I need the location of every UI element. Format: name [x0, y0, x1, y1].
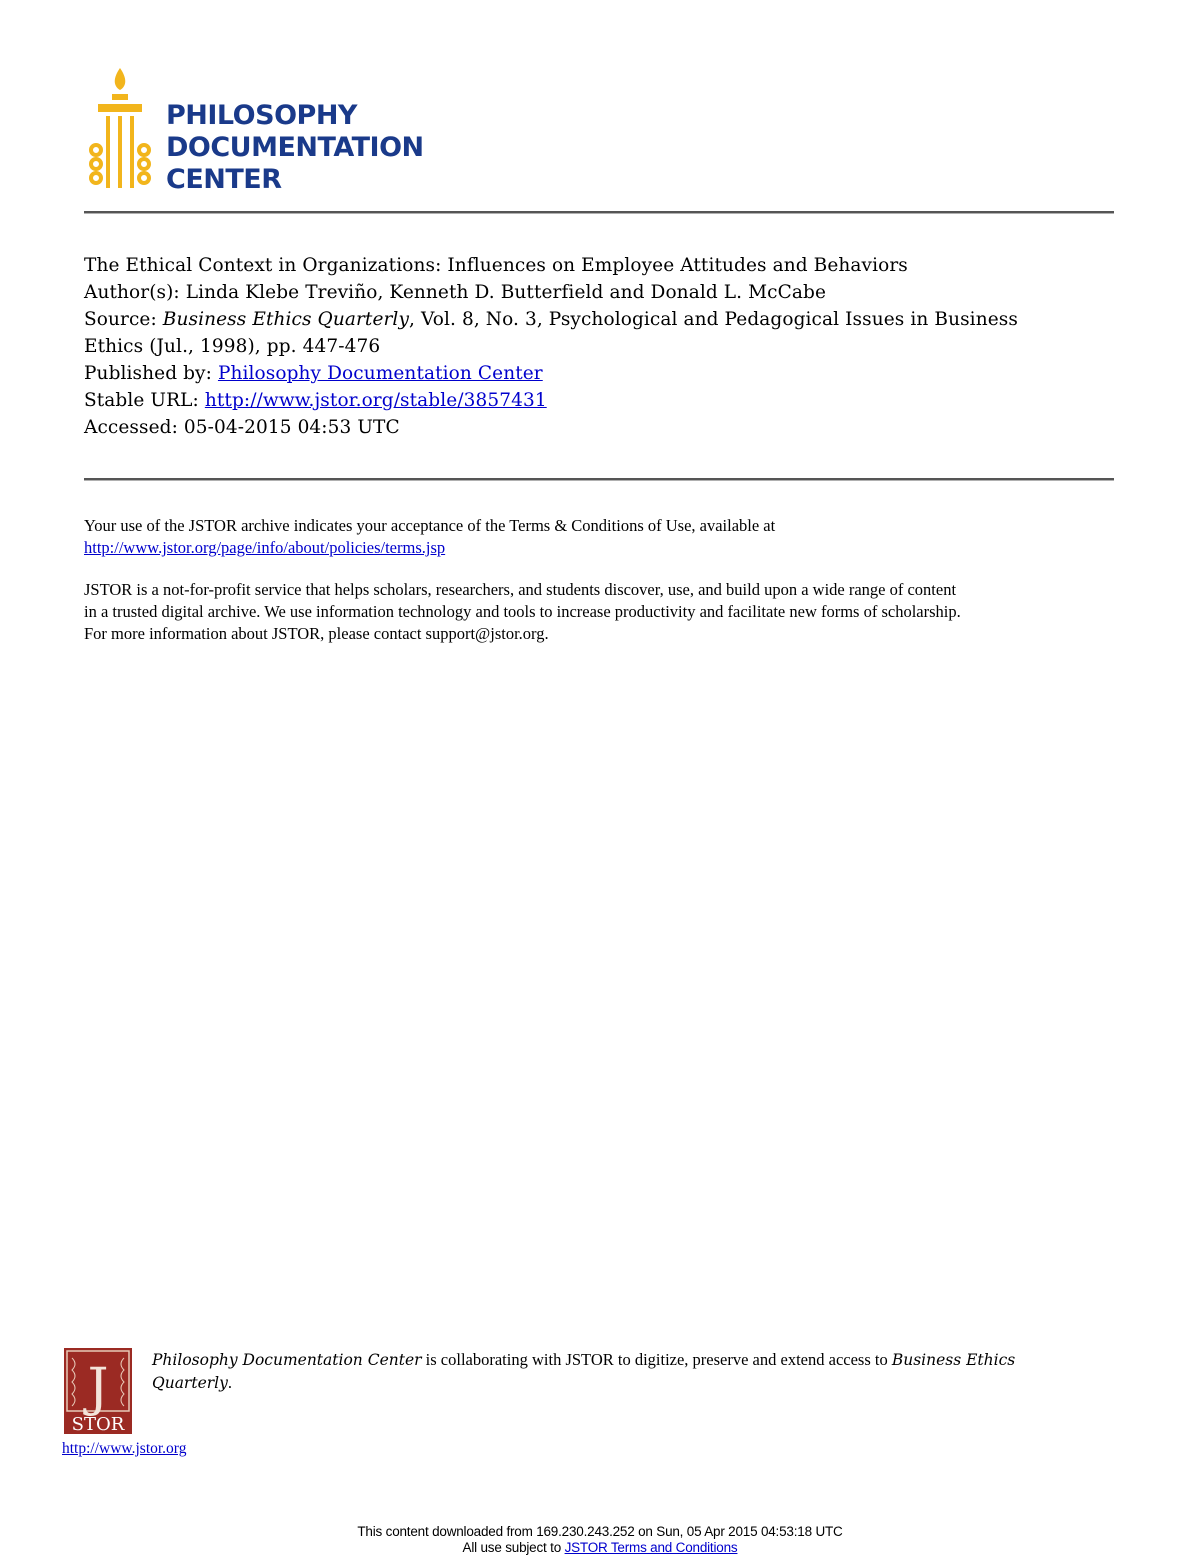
footer-terms-link[interactable]: JSTOR Terms and Conditions	[564, 1540, 738, 1555]
journal-title: Business Ethics Quarterly	[162, 309, 410, 330]
publisher-link[interactable]: Philosophy Documentation Center	[217, 363, 543, 384]
collab-journal-part1: Business Ethics	[891, 1351, 1016, 1369]
use-notice	[0, 1540, 1200, 1556]
collab-text: is collaborating with JSTOR to digitize, preserve and extend access to	[421, 1350, 892, 1369]
collab-publisher: Philosophy Documentation Center	[152, 1351, 422, 1369]
terms-notice: Your use of the JSTOR archive indicates your acceptance of the Terms & Conditions of Use, available at	[84, 516, 776, 535]
collab-journal-part2: Quarterly	[152, 1374, 228, 1392]
collaboration-line1	[152, 1348, 1015, 1372]
source-details: , Vol. 8, No. 3, Psychological and Pedagogical Issues in Business	[409, 309, 1018, 330]
collab-end: .	[227, 1373, 232, 1392]
collaboration-line2	[152, 1371, 232, 1395]
authors-line	[84, 279, 826, 306]
stable-url-link[interactable]: http://www.jstor.org/stable/3857431	[204, 390, 547, 411]
jstor-logo-icon	[64, 1348, 132, 1434]
jstor-logo-letter: J	[87, 1358, 109, 1418]
divider-top	[84, 211, 1114, 214]
jstor-info-line3: For more information about JSTOR, please contact support@jstor.org.	[84, 624, 549, 643]
torch-pillar-icon	[88, 64, 152, 192]
terms-link[interactable]: http://www.jstor.org/page/info/about/policies/terms.jsp	[84, 538, 446, 557]
article-title: The Ethical Context in Organizations: Influences on Employee Attitudes and Behaviors	[84, 255, 908, 276]
authors-label: Author(s):	[84, 282, 180, 303]
published-label: Published by:	[84, 363, 212, 384]
publisher-logo-line2: DOCUMENTATION	[166, 132, 424, 163]
download-notice: This content downloaded from 169.230.243.252 on Sun, 05 Apr 2015 04:53:18 UTC	[357, 1524, 843, 1539]
divider-bottom	[84, 478, 1114, 481]
stable-url-line	[84, 387, 547, 414]
jstor-info-line1: JSTOR is a not-for-profit service that helps scholars, researchers, and students discover, use, and build upon a wide range of content	[84, 580, 957, 599]
source-label: Source:	[84, 309, 157, 330]
publisher-logo-line3: CENTER	[166, 164, 282, 195]
use-prefix: All use subject to	[462, 1540, 565, 1555]
stable-url-label: Stable URL:	[84, 390, 199, 411]
jstor-home-link[interactable]: http://www.jstor.org	[62, 1440, 187, 1457]
accessed-date: Accessed: 05-04-2015 04:53 UTC	[84, 417, 400, 438]
published-line	[84, 360, 543, 387]
jstor-info-line2: in a trusted digital archive. We use information technology and tools to increase productivity and facilitate new forms of scholarship.	[84, 602, 961, 621]
authors-value: Linda Klebe Treviño, Kenneth D. Butterfield and Donald L. McCabe	[185, 282, 826, 303]
source-details-cont: Ethics (Jul., 1998), pp. 447-476	[84, 336, 381, 357]
publisher-logo-line1: PHILOSOPHY	[166, 100, 357, 131]
jstor-logo-word: STOR	[71, 1414, 125, 1434]
source-line	[84, 306, 1018, 333]
